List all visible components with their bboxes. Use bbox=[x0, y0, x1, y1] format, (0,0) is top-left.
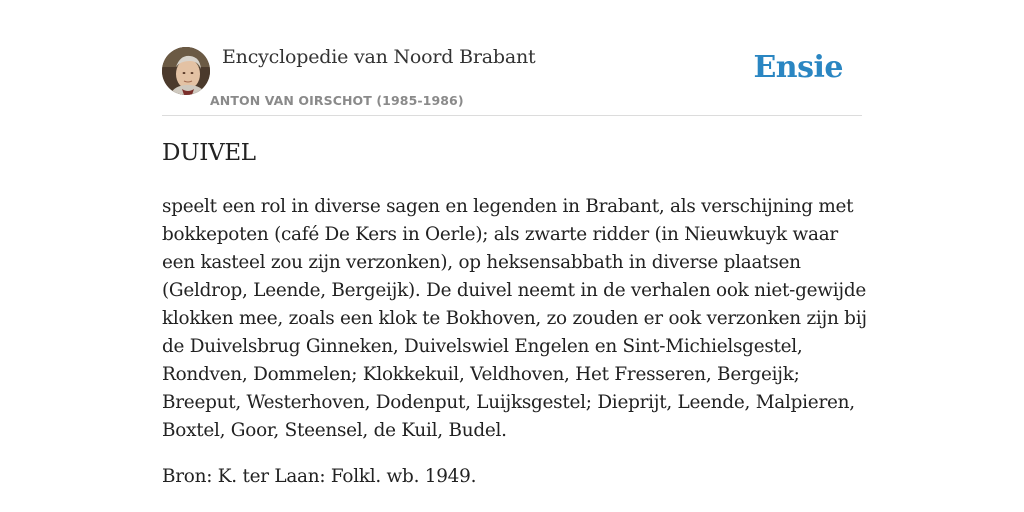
author-portrait-icon bbox=[162, 47, 210, 95]
author-avatar[interactable] bbox=[162, 47, 210, 95]
page bbox=[162, 0, 867, 512]
entry-body: speelt een rol in diverse sagen en legenden in Brabant, als verschijning met bokkepoten (café De Kers in Oerle); als zwarte ridder (in Nieuwkuyk waar een kasteel zou zijn verzonken), op heksensabbath in diverse plaatsen (Geldrop, Leende, Bergeijk). De duivel neemt in de verhalen ook niet-gewijde klokken mee, zoals een klok te Bokhoven, zo zouden er ook verzonken zijn bij de Duivelsbrug Ginneken, Duivelswiel Engelen en Sint-Michielsgestel, Rondven, Dommelen; Klokkekuil, Veldhoven, Het Fresseren, Bergeijk; Breeput, Westerhoven, Dodenput, Luijksgestel; Dieprijt, Leende, Malpieren, Boxtel, Goor, Steensel, de Kuil, Budel. bbox=[162, 196, 867, 441]
source-title[interactable]: Encyclopedie van Noord Brabant bbox=[222, 46, 536, 68]
author-name[interactable]: ANTON VAN OIRSCHOT (1985-1986) bbox=[210, 93, 464, 108]
brand-logo[interactable]: Ensie bbox=[753, 50, 843, 85]
page-title: DUIVEL bbox=[162, 140, 256, 166]
header bbox=[162, 0, 862, 116]
entry-source: Bron: K. ter Laan: Folkl. wb. 1949. bbox=[162, 466, 477, 487]
